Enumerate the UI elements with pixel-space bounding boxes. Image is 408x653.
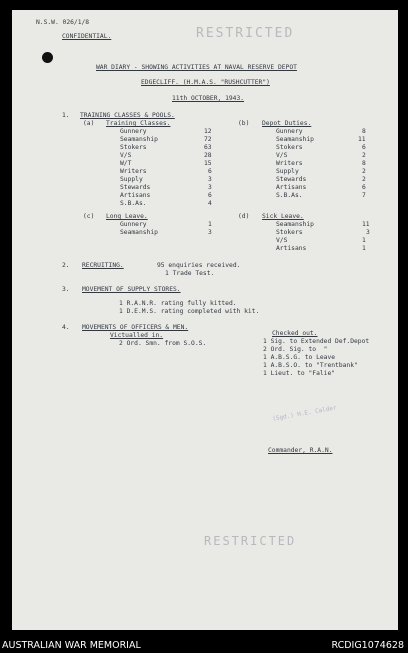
restricted-stamp-bottom: RESTRICTED <box>204 534 297 548</box>
list-item-value: 28 <box>204 152 212 159</box>
supply-line-2: 1 D.E.M.S. rating completed with kit. <box>119 308 260 315</box>
list-item-value: 1 <box>362 245 366 252</box>
list-item-name: Artisans <box>120 192 151 199</box>
document-reference: N.S.W. 026/1/8 <box>36 19 90 26</box>
classification-label: CONFIDENTIAL. <box>62 33 112 40</box>
list-item-value: 4 <box>208 200 212 207</box>
subsection-b-label: (b) <box>238 120 250 127</box>
recruiting-line-1: 95 enquiries received. <box>157 262 241 269</box>
list-item: 1 Sig. to Extended Def.Depot <box>263 338 370 345</box>
list-item-name: Seamanship <box>120 136 158 143</box>
list-item-value: 3 <box>208 176 212 183</box>
signatory-title: Commander, R.A.N. <box>268 447 333 454</box>
list-item-name: Gunnery <box>120 128 147 135</box>
list-item-name: S.B.As. <box>120 200 147 207</box>
list-item: 1 A.B.S.O. to "Trentbank" <box>263 362 358 369</box>
list-item-value: 2 <box>362 152 366 159</box>
list-item-value: 1 <box>208 221 212 228</box>
section-2-number: 2. <box>62 262 70 269</box>
list-item-value: 6 <box>208 168 212 175</box>
supply-line-1: 1 R.A.N.R. rating fully kitted. <box>119 300 237 307</box>
victualled-in-title: Victualled in. <box>110 332 164 339</box>
list-item: 1 Lieut. to "Falie" <box>263 370 336 377</box>
section-1-number: 1. <box>62 112 70 119</box>
list-item-value: 6 <box>362 144 366 151</box>
section-4-number: 4. <box>62 324 70 331</box>
restricted-stamp-top: RESTRICTED <box>196 26 295 41</box>
list-item: 2 Ord. Sig. to " <box>263 346 328 353</box>
list-item-name: Artisans <box>276 184 307 191</box>
punch-hole <box>42 52 53 63</box>
list-item-name: V/S <box>276 237 288 244</box>
section-4-title: MOVEMENTS OF OFFICERS & MEN. <box>82 324 189 331</box>
list-item-name: Stokers <box>276 144 303 151</box>
list-item: 1 A.B.S.G. to Leave <box>263 354 336 361</box>
section-1-title: TRAINING CLASSES & POOLS. <box>80 112 175 119</box>
list-item-value: 6 <box>208 192 212 199</box>
list-item-name: Seamanship <box>276 136 314 143</box>
list-item-name: V/S <box>276 152 288 159</box>
section-3-number: 3. <box>62 286 70 293</box>
section-3-title: MOVEMENT OF SUPPLY STORES. <box>82 286 181 293</box>
list-item-value: 3 <box>208 184 212 191</box>
list-item-value: 11 <box>358 136 366 143</box>
list-item-name: Writers <box>120 168 147 175</box>
subsection-c-label: (c) <box>83 213 95 220</box>
list-item-name: Stokers <box>120 144 147 151</box>
list-item-value: 3 <box>366 229 370 236</box>
list-item-name: Writers <box>276 160 303 167</box>
list-item-value: 2 <box>362 176 366 183</box>
list-item-name: Stewards <box>276 176 307 183</box>
list-item-value: 3 <box>208 229 212 236</box>
list-item-name: Supply <box>120 176 143 183</box>
recruiting-line-2: 1 Trade Test. <box>165 270 215 277</box>
signature-stamp: (Sgd.) H.E. Calder <box>271 404 338 423</box>
archive-footer <box>0 636 408 653</box>
list-item-value: 7 <box>362 192 366 199</box>
title-line-2: EDGECLIFF. (H.M.A.S. "RUSHCUTTER") <box>141 79 270 86</box>
list-item-name: Stokers <box>276 229 303 236</box>
list-item-name: Seamanship <box>120 229 158 236</box>
list-item-value: 8 <box>362 160 366 167</box>
footer-record-id: RCDIG1074628 <box>331 640 404 651</box>
title-date: 11th OCTOBER, 1943. <box>172 95 245 102</box>
list-item-value: 12 <box>204 128 212 135</box>
list-item-name: Seamanship <box>276 221 314 228</box>
title-line-1: WAR DIARY - SHOWING ACTIVITIES AT NAVAL RESERVE DEPOT <box>96 64 297 71</box>
list-item-value: 15 <box>204 160 212 167</box>
subsection-b-title: Depot Duties. <box>262 120 312 127</box>
list-item-value: 6 <box>362 184 366 191</box>
list-item-name: Stewards <box>120 184 151 191</box>
list-item-value: 63 <box>204 144 212 151</box>
list-item-value: 72 <box>204 136 212 143</box>
subsection-a-title: Training Classes. <box>106 120 171 127</box>
list-item-name: S.B.As. <box>276 192 303 199</box>
subsection-a-label: (a) <box>83 120 95 127</box>
footer-source: AUSTRALIAN WAR MEMORIAL <box>2 640 141 651</box>
list-item-name: Gunnery <box>276 128 303 135</box>
victualled-in-line: 2 Ord. Smn. from S.O.S. <box>119 340 207 347</box>
subsection-c-title: Long Leave. <box>106 213 148 220</box>
subsection-d-title: Sick Leave. <box>262 213 304 220</box>
list-item-name: V/S <box>120 152 132 159</box>
list-item-name: Gunnery <box>120 221 147 228</box>
list-item-value: 1 <box>362 237 366 244</box>
checked-out-title: Checked out. <box>272 330 318 337</box>
subsection-d-label: (d) <box>238 213 250 220</box>
list-item-value: 2 <box>362 168 366 175</box>
list-item-value: 11 <box>362 221 370 228</box>
section-2-title: RECRUITING. <box>82 262 124 269</box>
list-item-value: 8 <box>362 128 366 135</box>
list-item-name: Supply <box>276 168 299 175</box>
list-item-name: W/T <box>120 160 132 167</box>
list-item-name: Artisans <box>276 245 307 252</box>
